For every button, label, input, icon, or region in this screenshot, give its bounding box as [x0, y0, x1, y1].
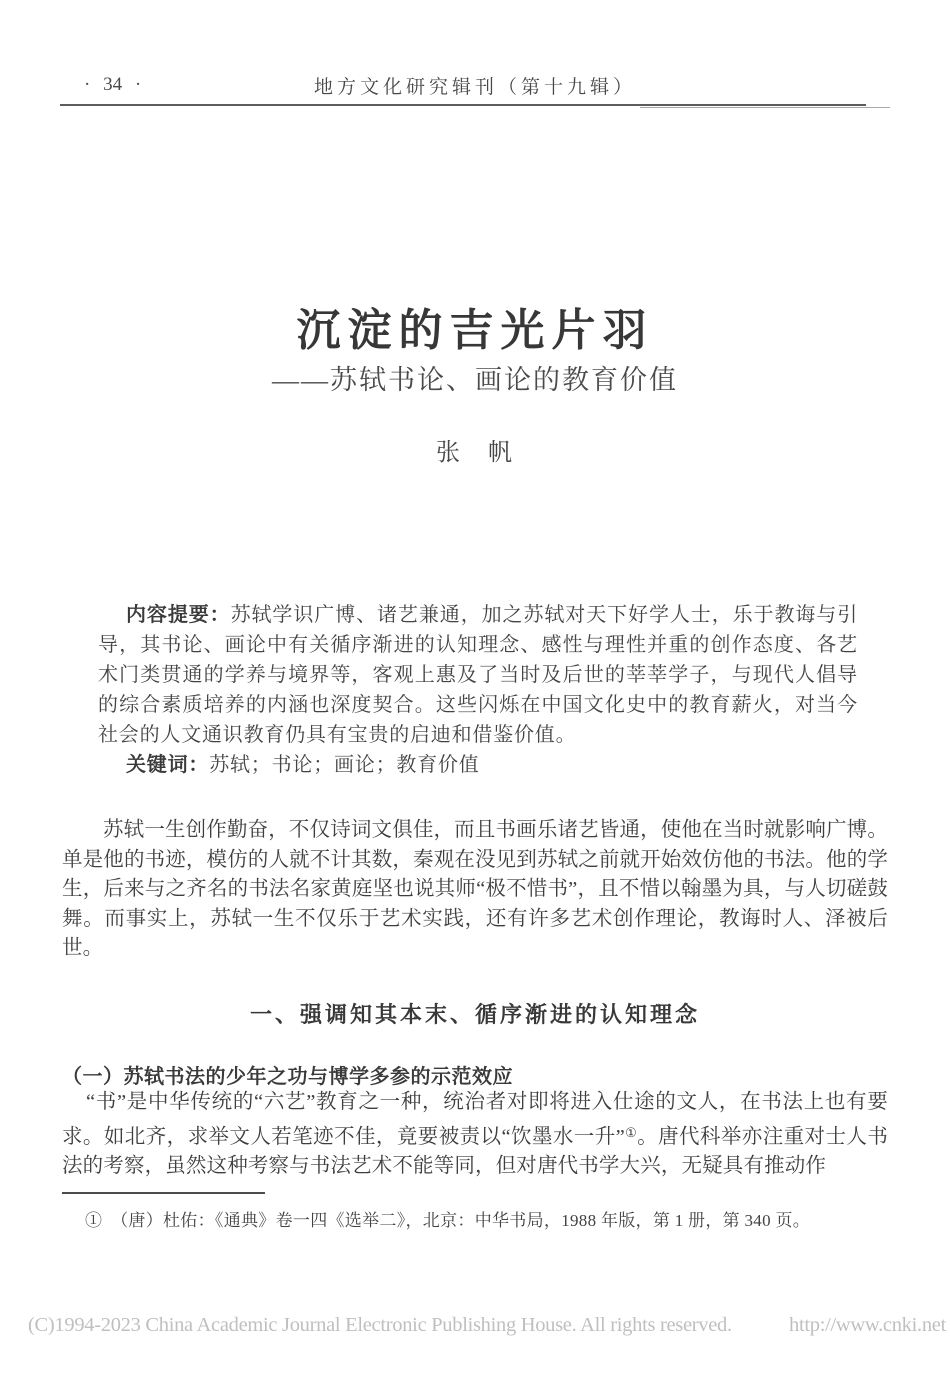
page-number: · 34 ·	[84, 74, 142, 95]
section-1-heading: 一、强调知其本末、循序渐进的认知理念	[249, 1002, 700, 1027]
subsection-1-heading: （一）苏轼书法的少年之功与博学多参的示范效应	[62, 1066, 513, 1088]
journal-title: 地方文化研究辑刊（第十九辑）	[313, 77, 636, 98]
cnki-url-watermark: http://www.cnki.net	[789, 1314, 946, 1336]
running-header	[0, 72, 950, 102]
header-divider-scan-artifact	[640, 107, 890, 108]
copyright-watermark: (C)1994-2023 China Academic Journal Electronic Publishing House. All rights reserved.	[28, 1314, 732, 1336]
body-paragraph-2-text-before-footnote: “书”是中华传统的“六艺”教育之一种，统治者对即将进入仕途的文人，在书法上也有要求。如北齐，求举文人若笔迹不佳，竟要被责以“饮墨水一升”	[62, 1091, 888, 1148]
abstract-text: 苏轼学识广博、诸艺兼通，加之苏轼对天下好学人士，乐于教诲与引导，其书论、画论中有关循序渐进的认知理念、感性与理性并重的创作态度、各艺术门类贯通的学养与境界等，客观上惠及了当时及后世的莘莘学子，与现代人倡导的综合素质培养的内涵也深度契合。这些闪烁在中国文化史中的教育薪火，对当今社会的人文通识教育仍具有宝贵的启迪和借鉴价值。	[98, 604, 859, 746]
keywords-text: 苏轼；书论；画论；教育价值	[209, 754, 480, 776]
body-paragraph-2	[62, 1088, 888, 1182]
abstract-block	[98, 600, 858, 780]
article-subtitle: ——苏轼书论、画论的教育价值	[272, 365, 678, 395]
header-divider	[60, 104, 866, 106]
footnote-divider	[62, 1192, 265, 1194]
body-paragraph-2-text-after-footnote: 。唐代科举亦注重对士人书法的考察，虽然这种考察与书法艺术不能等同，但对唐代书学大兴，无疑具有推动作	[62, 1125, 888, 1177]
body-paragraph-1: 苏轼一生创作勤奋，不仅诗词文俱佳，而且书画乐诸艺皆通，使他在当时就影响广博。单是他的书迹，模仿的人就不计其数，秦观在没见到苏轼之前就开始效仿他的书法。他的学生，后来与之齐名的书法名家黄庭坚也说其师“极不惜书”，且不惜以翰墨为具，与人切磋鼓舞。而事实上，苏轼一生不仅乐于艺术实践，还有许多艺术创作理论，教诲时人、泽被后世。	[62, 819, 888, 959]
abstract-label: 内容提要：	[126, 604, 231, 626]
keywords-line	[98, 750, 858, 780]
keywords-label: 关键词：	[126, 754, 210, 776]
watermark-footer	[28, 1314, 946, 1337]
author-name: 张 帆	[436, 440, 514, 466]
abstract-paragraph	[98, 600, 858, 750]
footnote-text: ① （唐）杜佑：《通典》卷一四《选举二》，北京：中华书局，1988 年版，第 1 册，第 340 页。	[85, 1211, 811, 1230]
article-title: 沉淀的吉光片羽	[296, 306, 654, 355]
footnote-reference-marker: ①	[624, 1124, 638, 1140]
